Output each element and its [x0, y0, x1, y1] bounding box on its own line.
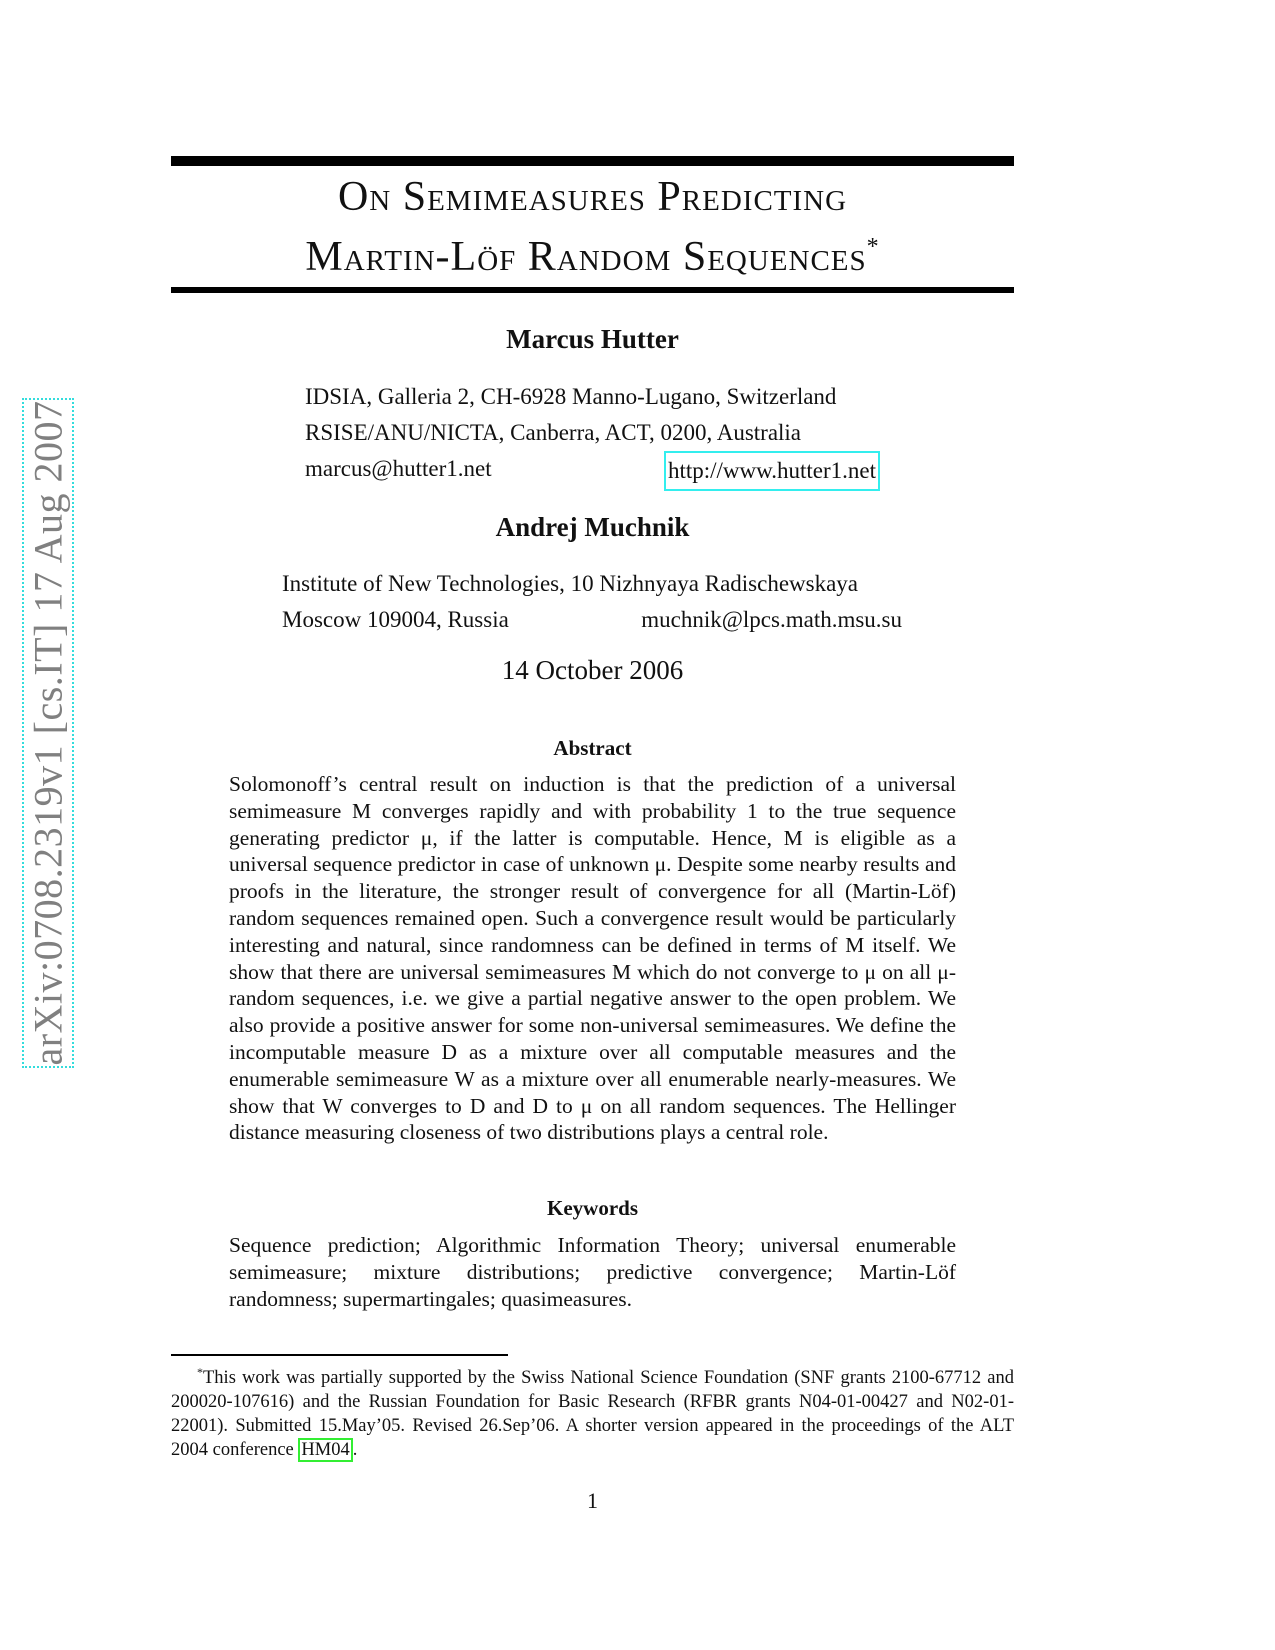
title-top-rule: [171, 156, 1014, 166]
title-line-1: On Semimeasures Predicting: [337, 174, 848, 220]
footnote-rule: [171, 1354, 508, 1356]
footnote-text: This work was partially supported by the Swiss National Science Foundation (SNF grants 2100-67712 and 200020-107616) and the Russian Foundation for Basic Research (RFBR grants N04-01-00427 and N02-01-22001). Submitted 15.May’05. Revised 26.Sep’06. A shorter version appeared in the proceedings of the ALT 2004 conference: [171, 1368, 1014, 1461]
author-name-hutter: Marcus Hutter: [506, 324, 679, 354]
footnote-mark: *: [197, 1365, 203, 1379]
abstract-heading: Abstract: [553, 736, 632, 760]
title-line-2: Martin-Löf Random Sequences*: [305, 234, 880, 280]
keywords-heading: Keywords: [547, 1196, 638, 1220]
affiliation-line: IDSIA, Galleria 2, CH-6928 Manno-Lugano, Switzerland: [305, 384, 837, 409]
affiliation-line: RSISE/ANU/NICTA, Canberra, ACT, 0200, Australia: [305, 420, 802, 445]
paper-title: [171, 172, 1014, 282]
author-city-muchnik: Moscow 109004, Russia: [282, 607, 509, 632]
author-affiliation-muchnik: [282, 566, 902, 638]
page-number: 1: [587, 1488, 598, 1513]
author-email-muchnik[interactable]: muchnik@lpcs.math.msu.su: [641, 607, 902, 632]
title-bottom-rule: [171, 287, 1014, 293]
author-email-hutter[interactable]: marcus@hutter1.net: [305, 456, 492, 481]
author-affiliation-hutter: [305, 379, 880, 491]
arxiv-stamp[interactable]: [22, 398, 74, 1068]
paper-date: 14 October 2006: [501, 655, 684, 685]
arxiv-identifier: arXiv:0708.2319v1 [cs.IT] 17 Aug 2007: [25, 400, 71, 1066]
footnote: *This work was partially supported by the Swiss National Science Foundation (SNF grants 2100-67712 and 200020-107616) and the Russian Foundation for Basic Research (RFBR grants N04-01-00427 and N02-01-22001). Submitted 15.May’05. Revised 26.Sep’06. A shorter version appeared in the proceedings of the ALT 2004 conference HM04 .: [171, 1365, 1014, 1461]
author-url-link[interactable]: http://www.hutter1.net: [664, 451, 880, 491]
affiliation-line: Institute of New Technologies, 10 Nizhnyaya Radischewskaya: [282, 571, 859, 596]
title-footnote-mark[interactable]: *: [866, 234, 880, 260]
citation-link-hm04[interactable]: HM04: [298, 1438, 352, 1462]
author-name-muchnik: Andrej Muchnik: [495, 512, 690, 542]
keywords-body: Sequence prediction; Algorithmic Information Theory; universal enumerable semimeasure; mixture distributions; predictive convergence; Martin-Löf randomness; supermartingales; quasimeasures.: [229, 1233, 956, 1311]
abstract-body: Solomonoff’s central result on induction is that the prediction of a universal semimeasure M converges rapidly and with probability 1 to the true sequence generating predictor μ, if the latter is computable. Hence, M is eligible as a universal sequence predictor in case of unknown μ. Despite some nearby results and proofs in the literature, the stronger result of convergence for all (Martin-Löf) random sequences remained open. Such a convergence result would be particularly interesting and natural, since randomness can be defined in terms of M itself. We show that there are universal semimeasures M which do not converge to μ on all μ-random sequences, i.e. we give a partial negative answer to the open problem. We also provide a positive answer for some non-universal semimeasures. We define the incomputable measure D as a mixture over all computable measures and the enumerable semimeasure W as a mixture over all enumerable nearly-measures. We show that W converges to D and D to μ on all random sequences. The Hellinger distance measuring closeness of two distributions plays a central role.: [229, 772, 956, 1145]
